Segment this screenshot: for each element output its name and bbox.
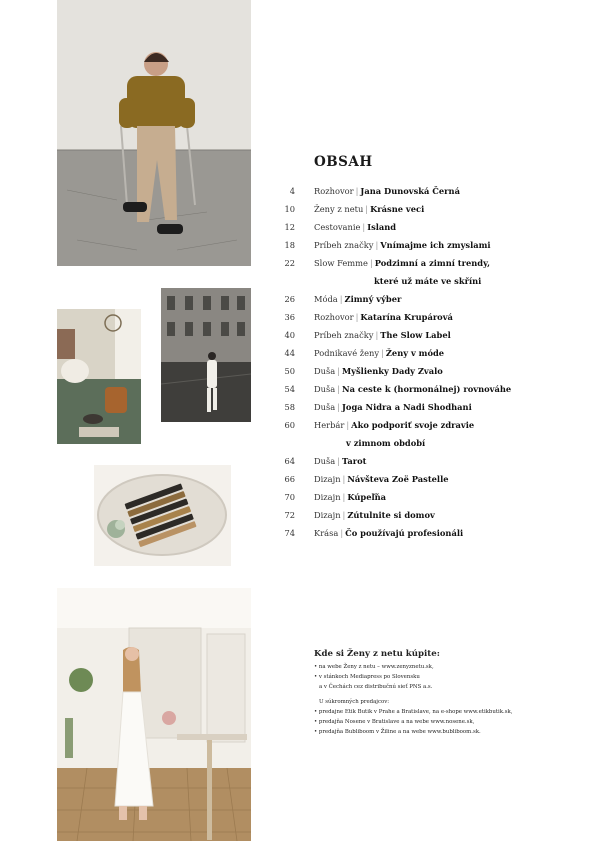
toc-page-number: 64 — [284, 456, 295, 466]
toc-entry[interactable] — [268, 506, 568, 524]
toc-entry[interactable] — [268, 380, 568, 398]
private-sellers-heading: U súkromných predajcov: — [319, 699, 390, 705]
toc-page-number: 12 — [284, 222, 295, 232]
toc-separator: | — [339, 294, 343, 304]
toc-separator: | — [342, 492, 346, 502]
toc-category: Slow Femme — [314, 258, 368, 268]
toc-category: Krása — [314, 528, 339, 538]
toc-article-title: Myšlienky Dady Zvalo — [342, 366, 443, 376]
toc-separator: | — [375, 330, 379, 340]
toc-entry[interactable] — [268, 362, 568, 380]
toc-article-title: Ako podporiť svoje zdravie — [351, 420, 475, 430]
buy-line-mediapress: • v stánkoch Mediapress po Slovensku — [314, 674, 420, 680]
toc-category: Cestovanie — [314, 222, 361, 232]
toc-category: Podnikavé ženy — [314, 348, 380, 358]
where-to-buy-section — [314, 648, 574, 737]
toc-category: Duša — [314, 402, 336, 412]
toc-entry[interactable] — [268, 200, 568, 218]
toc-category: Rozhovor — [314, 312, 354, 322]
toc-entry[interactable] — [268, 182, 568, 200]
toc-separator: | — [381, 348, 384, 358]
toc-article-title: Kúpeľňa — [347, 492, 387, 502]
toc-article-title: Tarot — [342, 456, 367, 466]
toc-separator: | — [346, 420, 350, 430]
buy-line-web: • na webe Ženy z netu – www.zenyznetu.sk, — [314, 664, 434, 670]
toc-entry[interactable] — [268, 470, 568, 488]
toc-article-title: The Slow Label — [380, 330, 451, 340]
toc-page-number: 10 — [284, 204, 295, 214]
toc-article-title: Čo používajú profesionáli — [345, 528, 464, 538]
toc-page-number: 72 — [284, 510, 295, 520]
toc-page-number: 22 — [284, 258, 295, 268]
toc-category: Herbár — [314, 420, 345, 430]
toc-category: Dizajn — [314, 510, 341, 520]
toc-separator: | — [369, 258, 373, 268]
toc-category: Príbeh značky — [314, 240, 374, 250]
toc-page-number: 66 — [284, 474, 295, 484]
toc-page-number: 70 — [284, 492, 295, 502]
toc-article-title-cont: které už máte ve skříni — [374, 276, 482, 286]
toc-article-title: Island — [367, 222, 397, 232]
toc-entry[interactable] — [268, 236, 568, 254]
toc-article-title: Návšteva Zoë Pastelle — [347, 474, 449, 484]
toc-separator: | — [365, 204, 369, 214]
toc-article-title: Zútulnite si domov — [347, 510, 435, 520]
toc-entry[interactable] — [268, 488, 568, 506]
toc-separator: | — [362, 222, 366, 232]
toc-page-number: 58 — [284, 402, 295, 412]
toc-separator: | — [375, 240, 379, 250]
toc-separator: | — [355, 186, 359, 196]
toc-article-title: Na ceste k (hormonálnej) rovnováhe — [342, 384, 512, 394]
toc-separator: | — [337, 384, 340, 394]
toc-page-number: 26 — [284, 294, 295, 304]
toc-article-title-cont: v zimnom období — [346, 438, 426, 448]
toc-entry[interactable] — [268, 254, 568, 272]
toc-page-number: 54 — [284, 384, 295, 394]
buy-line-bubliboom: • predajňa Bubliboom v Žiline a na webe www.bubliboom.sk. — [314, 729, 481, 735]
toc-article-title: Katarína Krupárová — [360, 312, 453, 322]
toc-separator: | — [342, 510, 346, 520]
toc-category: Ženy z netu — [314, 204, 364, 214]
toc-separator: | — [342, 474, 346, 484]
buy-line-nosene: • predajňa Nosene v Bratislave a na webe www.nosene.sk, — [314, 719, 475, 725]
toc-article-title: Jana Dunovská Černá — [360, 186, 460, 196]
toc-category: Duša — [314, 456, 336, 466]
toc-entry[interactable] — [268, 452, 568, 470]
toc-page-number: 44 — [284, 348, 295, 358]
toc-entry[interactable] — [268, 308, 568, 326]
photo-woman-street — [161, 288, 251, 422]
toc-entry[interactable] — [268, 416, 568, 434]
toc-category: Dizajn — [314, 492, 341, 502]
toc-category: Duša — [314, 366, 336, 376]
toc-separator: | — [337, 366, 340, 376]
toc-page-number: 74 — [284, 528, 295, 538]
toc-category: Móda — [314, 294, 338, 304]
photo-woman-seated-chair — [57, 0, 251, 266]
toc-page-number: 36 — [284, 312, 295, 322]
toc-page-number: 18 — [284, 240, 295, 250]
toc-article-title: Podzimní a zimní trendy, — [374, 258, 491, 268]
toc-article-title: Ženy v móde — [385, 348, 445, 358]
toc-entry[interactable] — [268, 524, 568, 542]
toc-separator: | — [355, 312, 359, 322]
where-to-buy-heading: Kde si Ženy z netu kúpite: — [314, 649, 440, 659]
toc-separator: | — [340, 528, 344, 538]
toc-page-number: 40 — [284, 330, 295, 340]
toc-entry[interactable] — [268, 290, 568, 308]
toc-entry-continuation — [268, 434, 568, 452]
toc-category: Dizajn — [314, 474, 341, 484]
photo-hands-pouring-tea — [57, 309, 141, 444]
toc-article-title: Zimný výber — [344, 294, 402, 304]
toc-category: Rozhovor — [314, 186, 354, 196]
toc-entry[interactable] — [268, 344, 568, 362]
buy-line-etikbutik: • predajne Etik Butik v Prahe a Bratislave, na e-shope www.etikbutik.sk, — [314, 709, 513, 715]
photo-woman-white-dress-room — [57, 588, 251, 841]
toc-entry[interactable] — [268, 218, 568, 236]
toc-article-title: Vnímajme ich zmyslami — [380, 240, 491, 250]
toc-separator: | — [337, 456, 340, 466]
buy-line-pns: a v Čechách cez distribučnú sieť PNS a.s. — [319, 684, 433, 690]
toc-article-title: Joga Nidra a Nadi Shodhani — [342, 402, 472, 412]
toc-entry-continuation — [268, 272, 568, 290]
photo-perfume-bottles-tray — [94, 465, 231, 566]
toc-separator: | — [337, 402, 340, 412]
toc-entry[interactable] — [268, 326, 568, 344]
toc-list — [268, 182, 568, 542]
toc-page-number: 4 — [289, 186, 295, 196]
toc-category: Príbeh značky — [314, 330, 374, 340]
toc-page-number: 50 — [284, 366, 295, 376]
toc-page-number: 60 — [284, 420, 295, 430]
toc-category: Duša — [314, 384, 336, 394]
toc-heading: OBSAH — [314, 154, 373, 170]
toc-article-title: Krásne veci — [370, 204, 425, 214]
toc-entry[interactable] — [268, 398, 568, 416]
